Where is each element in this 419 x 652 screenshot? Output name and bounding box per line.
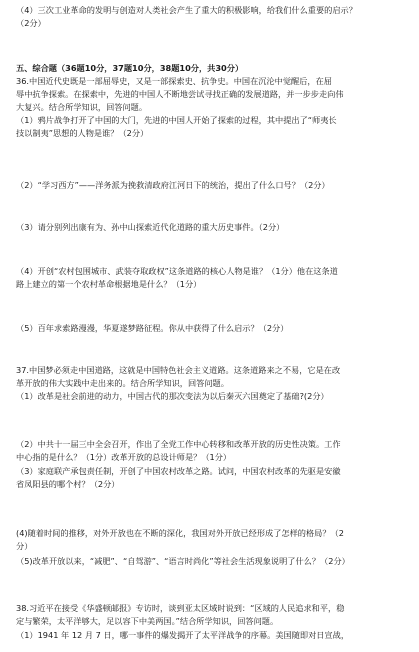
q37-part3-line2: 省凤阳县的哪个村？（2分） [16,479,120,489]
q37-part2-line1: （2）中共十一届三中全会召开，作出了全党工作中心转移和改革开放的历史性决策。工作 [16,439,341,449]
q37-part5: （5)改革开放以来，“减肥”、“自驾游”、“语言时尚化”等社会生活现象说明了什么？（2分） [16,556,350,566]
q37-part3-line1: （3）家庭联产承包责任制，开创了中国农村改革之路。试问，中国农村改革的先驱是安徽 [16,466,341,476]
q36-part1-line2: 技以制夷”思想的人物是谁？（2分） [16,128,149,138]
section5-title: 五、综合题（36题10分，37题10分，38题10分，共30分） [16,63,244,73]
q36-part1-line1: （1）鸦片战争打开了中国的大门，先进的中国人开始了探索的过程，其中提出了“师夷长 [16,115,337,125]
q38-intro-line1: 38.习近平在接受《华盛顿邮报》专访时，谈到亚太区域时说到：“区域的人民追求和平，稳 [16,603,345,613]
q36-intro-line3: 大复兴。结合所学知识，回答问题。 [16,102,148,112]
q36-part2: （2）“学习西方”——洋务派为挽救清政府江河日下的统治，提出了什么口号？（2分） [16,180,330,190]
q37-part2-line2: 中心指的是什么？（1分）改革开放的总设计师是？（1分） [16,452,232,462]
q37-part1: （1）改革是社会前进的动力，中国古代的那次变法为以后秦灭六国奠定了基础?(2分） [16,391,329,401]
q37-part4-line1: (4)随着时间的推移，对外开放也在不断的深化，我国对外开放已经形成了怎样的格局？（2 [16,528,344,538]
q38-part1: （1）1941 年 12 月 7 日，哪一事件的爆发揭开了太平洋战争的序幕。美国随即对日宣战， [16,630,350,640]
q37-part4-line2: 分） [16,541,33,551]
q36-part4-line2: 路上建立的第一个农村革命根据地是什么？（1分） [16,279,202,289]
q37-intro-line1: 37.中国梦必须走中国道路，这就是中国特色社会主义道路。这条道路来之不易，它是在改 [16,365,341,375]
q35-part4-line1: （4）三次工业革命的发明与创造对人类社会产生了重大的积极影响，给我们什么重要的启示？ [16,5,357,15]
q35-part4-line2: （2分） [16,18,46,28]
q36-intro-line2: 辱中抗争探索。在探索中，先进的中国人不断地尝试寻找正确的发展道路，并一步步走向伟 [16,89,344,99]
q37-intro-line2: 革开放的伟大实践中走出来的。结合所学知识，回答问题。 [16,378,229,388]
q36-part5: （5）百年求索路漫漫，华夏遂梦路征程。你从中获得了什么启示？（2分） [16,323,289,333]
q38-intro-line2: 定与繁荣，太平洋够大，足以容下中美两国。”结合所学知识，回答问题。 [16,616,279,626]
q36-part4-line1: （4）开创“农村包围城市、武装夺取政权”这条道路的核心人物是谁？（1分）他在这条道 [16,266,338,276]
q36-intro-line1: 36.中国近代史既是一部屈辱史，又是一部探索史、抗争史。中国在沉沦中觉醒后，在屈 [16,76,332,86]
q36-part3: （3）请分别列出康有为、孙中山探索近代化道路的重大历史事件。（2分） [16,222,285,232]
